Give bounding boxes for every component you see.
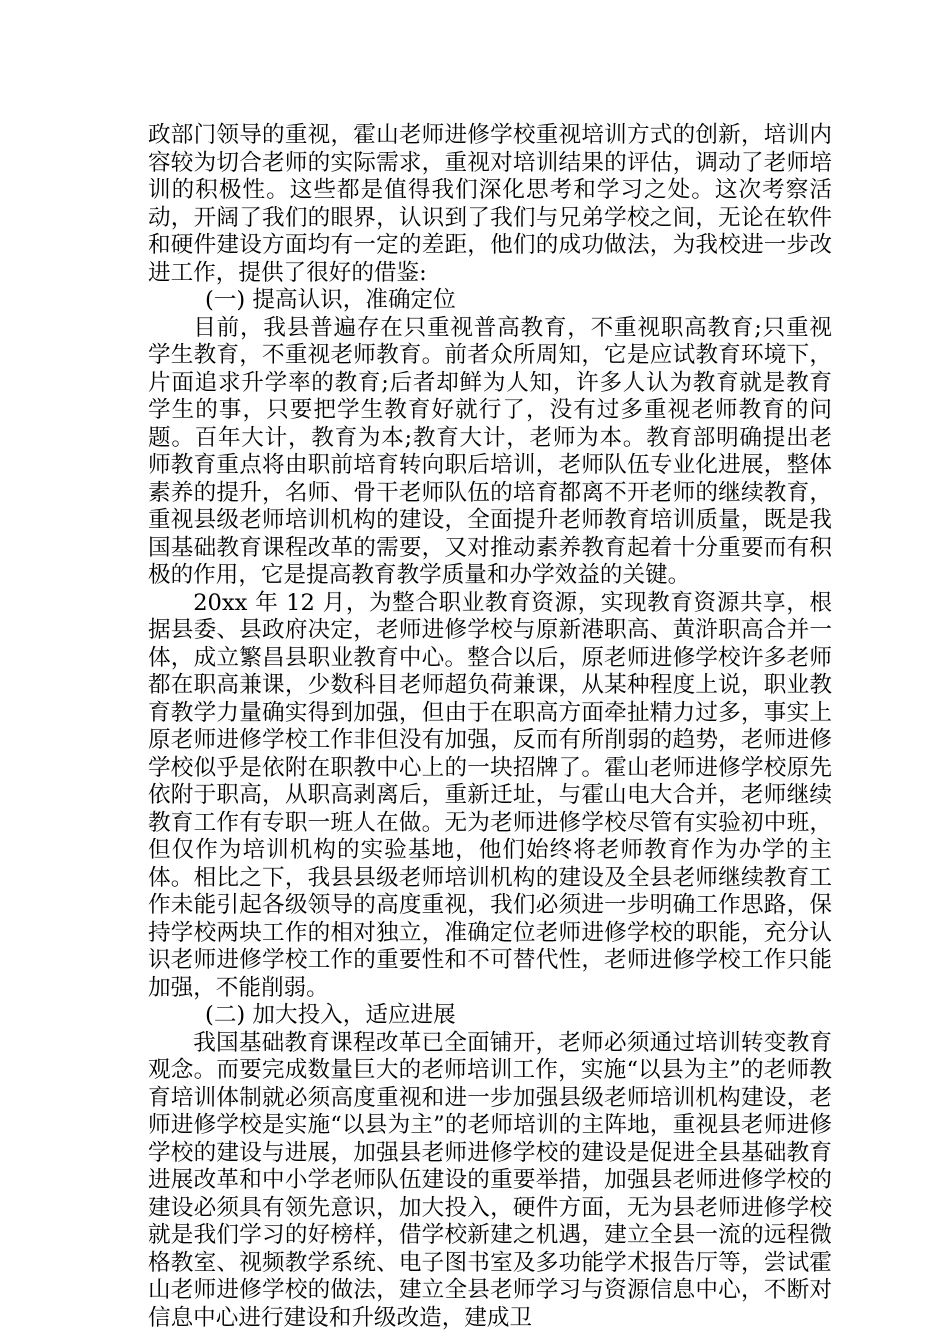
section-heading: (二) 加大投入，适应进展 — [205, 1002, 456, 1028]
section-heading: (一) 提高认识，准确定位 — [205, 287, 456, 313]
body-paragraph: 我国基础教育课程改革已全面铺开，老师必须通过培训转变教育观念。而要完成数量巨大的老师培训工作，实施“以县为主”的老师教育培训体制就必须高度重视和进一步加强县级老师培训机构建设，老师进修学校是实施“以县为主”的老师培训的主阵地，重视县老师进修学校的建设与进展，加强县老师进修学校的建设是促进全县基础教育进展改革和中小学老师队伍建设的重要举措，加强县老师进修学校的建设必须具有领先意识，加大投入，硬件方面，无为县老师进修学校就是我们学习的好榜样，借学校新建之机遇，建立全县一流的远程微格教室、视频教学系统、电子图书室及多功能学术报告厅等，尝试霍山老师进修学校的做法，建立全县老师学习与资源信息中心，不断对信息中心进行建设和升级改造，建成卫 — [148, 1029, 832, 1331]
body-paragraph: 政部门领导的重视，霍山老师进修学校重视培训方式的创新，培训内容较为切合老师的实际需求，重视对培训结果的评估，调动了老师培训的积极性。这些都是值得我们深化思考和学习之处。这次考察活动，开阔了我们的眼界，认识到了我们与兄弟学校之间，无论在软件和硬件建设方面均有一定的差距，他们的成功做法，为我校进一步改进工作，提供了很好的借鉴: — [148, 122, 832, 286]
document-body — [148, 122, 832, 1332]
body-paragraph: 目前，我县普遍存在只重视普高教育，不重视职高教育;只重视学生教育，不重视老师教育。前者众所周知，它是应试教育环境下，片面追求升学率的教育;后者却鲜为人知，许多人认为教育就是教育学生的事，只要把学生教育好就行了，没有过多重视老师教育的问题。百年大计，教育为本;教育大计，老师为本。教育部明确提出老师教育重点将由职前培育转向职后培训，老师队伍专业化进展，整体素养的提升，名师、骨干老师队伍的培育都离不开老师的继续教育，重视县级老师培训机构的建设，全面提升老师教育培训质量，既是我国基础教育课程改革的需要，又对推动素养教育起着十分重要而有积极的作用，它是提高教育教学质量和办学效益的关键。 — [148, 314, 832, 588]
body-paragraph: 20xx 年 12 月，为整合职业教育资源，实现教育资源共享，根据县委、县政府决定，老师进修学校与原新港职高、黄浒职高合并一体，成立繁昌县职业教育中心。整合以后，原老师进修学校许多老师都在职高兼课，少数科目老师超负荷兼课，从某种程度上说，职业教育教学力量确实得到加强，但由于在职高方面牵扯精力过多，事实上原老师进修学校工作非但没有加强，反而有所削弱的趋势，老师进修学校似乎是依附在职教中心上的一块招牌了。霍山老师进修学校原先依附于职高，从职高剥离后，重新迁址，与霍山电大合并，老师继续教育工作有专职一班人在做。无为老师进修学校尽管有实验初中班，但仅作为培训机构的实验基地，他们始终将老师教育作为办学的主体。相比之下，我县县级老师培训机构的建设及全县老师继续教育工作未能引起各级领导的高度重视，我们必须进一步明确工作思路，保持学校两块工作的相对独立，准确定位老师进修学校的职能，充分认识老师进修学校工作的重要性和不可替代性，老师进修学校工作只能加强，不能削弱。 — [148, 589, 832, 1001]
